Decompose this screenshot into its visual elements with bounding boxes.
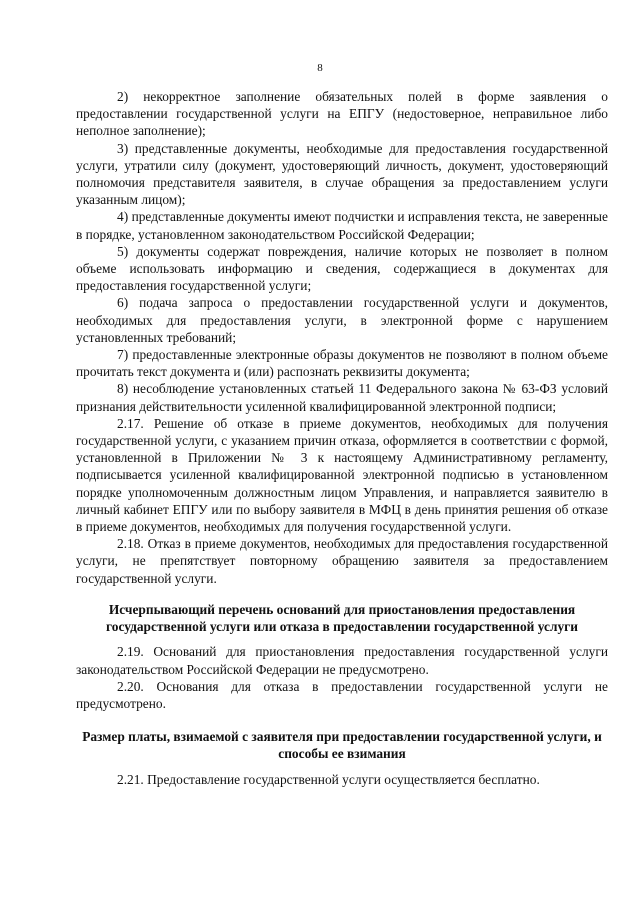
paragraph-2-21: 2.21. Предоставление государственной услуги осуществляется бесплатно. [117,771,540,787]
page-number: 8 [317,62,323,74]
paragraph-2-17: 2.17. Решение об отказе в приеме документов, необходимых для получения государственной услуги, с указанием причин отказа, оформляется в соответствии с формой, установленной в Приложении № 3 к настоящему Административному регламенту, подписывается усиленной квалифицированной электронной подписью в установленном порядке уполномоченным должностным лицом Управления, и направляется заявителю в личный кабинет ЕПГУ или по выбору заявителя в МФЦ в день принятия решения об отказе в приеме документов, необходимых для получения государственной услуги. [76,415,608,535]
paragraph-item-7: 7) предоставленные электронные образы документов не позволяют в полном объеме прочитать текст документа и (или) распознать реквизиты документа; [76,347,608,380]
paragraph-item-6: 6) подача запроса о предоставлении государственной услуги и документов, необходимых для предоставления услуги, в электронной форме с нарушением установленных требований; [76,295,608,345]
paragraph-item-4: 4) представленные документы имеют подчистки и исправления текста, не заверенные в порядке, установленном законодательством Российской Федерации; [76,209,608,242]
paragraph-item-8: 8) несоблюдение установленных статьей 11 Федерального закона № 63-ФЗ условий признания действительности усиленной квалифицированной электронной подписи; [76,381,608,414]
paragraph-item-5: 5) документы содержат повреждения, наличие которых не позволяет в полном объеме использовать информацию и сведения, содержащиеся в документах для предоставления государственной услуги; [76,243,608,294]
paragraph-2-18: 2.18. Отказ в приеме документов, необходимых для предоставления государственной услуги, не препятствует повторному обращению заявителя за предоставлением государственной услуги. [76,536,608,586]
paragraph-item-3: 3) представленные документы, необходимые для предоставления государственной услуги, утратили силу (документ, удостоверяющий личность, документ, удостоверяющий полномочия представителя заявителя, в случае обращения за предоставлением услуги указанным лицом); [76,140,608,208]
section-heading-fee: Размер платы, взимаемой с заявителя при предоставлении государственной услуги, и способы ее взимания [82,729,602,762]
document-body [76,88,608,788]
paragraph-2-20: 2.20. Основания для отказа в предоставлении государственной услуги не предусмотрено. [76,678,608,711]
paragraph-2-19: 2.19. Оснований для приостановления предоставления государственной услуги законодательством Российской Федерации не предусмотрено. [76,644,608,677]
section-heading-suspension: Исчерпывающий перечень оснований для приостановления предоставления государственной услуги или отказа в предоставлении государственной услуги [106,601,578,635]
paragraph-item-2: 2) некорректное заполнение обязательных полей в форме заявления о предоставлении государственной услуги на ЕПГУ (недостоверное, неправильное либо неполное заполнение); [76,89,608,139]
